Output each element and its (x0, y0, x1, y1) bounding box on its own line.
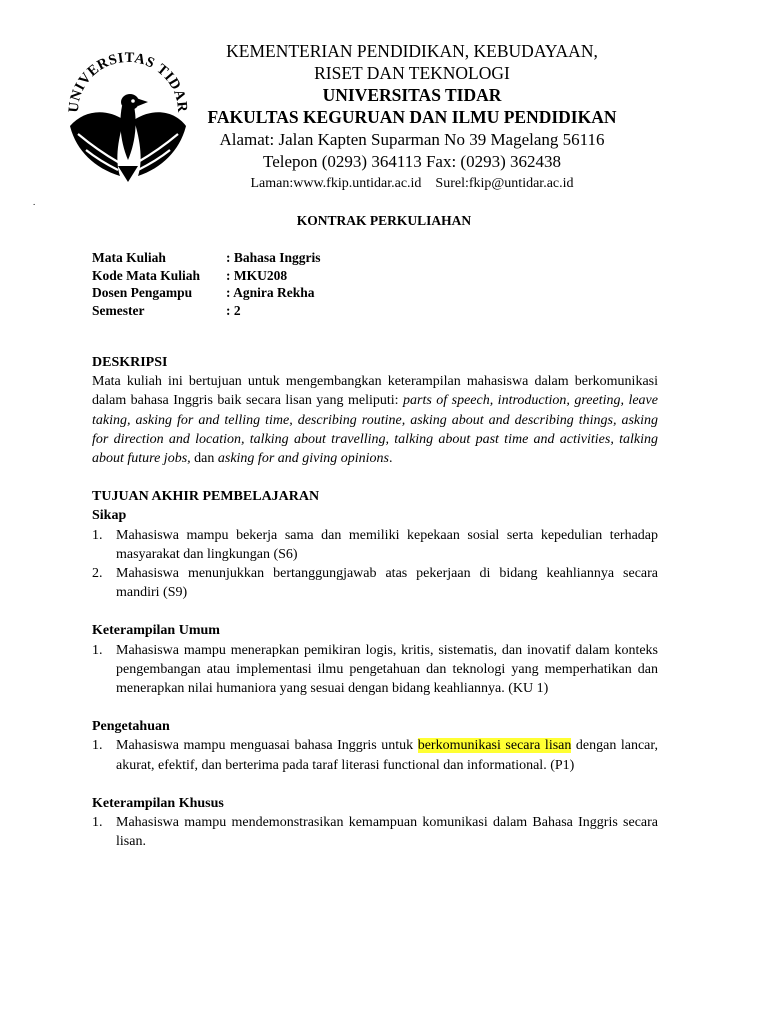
list-item (92, 813, 658, 851)
deskripsi-intro: Mata kuliah ini bertujuan untuk mengembangkan keterampilan mahasiswa dalam berkomunikasi dalam bahasa Inggris baik secara lisan yang meliputi: (92, 374, 658, 409)
info-value: : Bahasa Inggris (226, 250, 321, 265)
deskripsi-heading: DESKRIPSI (92, 355, 168, 370)
keterampilan-umum-heading: Keterampilan Umum (92, 623, 220, 639)
list-text: Mahasiswa mampu mendemonstrasikan kemampuan komunikasi dalam Bahasa Inggris secara lisan. (116, 815, 658, 850)
keterampilan-umum-list (92, 641, 658, 699)
sikap-heading: Sikap (92, 508, 127, 524)
list-item (92, 641, 658, 699)
address-line: Alamat: Jalan Kapten Suparman No 39 Magelang 56116 (219, 130, 605, 149)
info-row-semester (92, 302, 321, 320)
info-row-lecturer (92, 284, 321, 302)
document-title: KONTRAK PERKULIAHAN (296, 213, 472, 228)
sikap-list (92, 526, 658, 603)
ministry-line-2: RISET DAN TEKNOLOGI (314, 63, 510, 83)
keterampilan-khusus-list (92, 813, 658, 851)
pengetahuan-list (92, 736, 658, 774)
list-text: Mahasiswa menunjukkan bertanggungjawab atas pekerjaan di bidang keahliannya secara mandiri (S9) (116, 566, 658, 601)
info-label: Mata Kuliah (92, 250, 166, 265)
list-text: Mahasiswa mampu bekerja sama dan memiliki kepekaan sosial serta kepedulian terhadap masyarakat dan lingkungan (S6) (116, 527, 658, 562)
deskripsi-last-topic: asking for and giving opinions (217, 451, 389, 467)
ministry-line-1: KEMENTERIAN PENDIDIKAN, KEBUDAYAAN, (226, 41, 598, 61)
tujuan-heading: TUJUAN AKHIR PEMBELAJARAN (92, 489, 320, 505)
list-number: 1. (92, 738, 103, 754)
phone-line: Telepon (0293) 364113 Fax: (0293) 362438 (263, 152, 561, 171)
email-text: Surel:fkip@untidar.ac.id (435, 176, 574, 191)
deskripsi-end: . (389, 451, 393, 467)
list-text: Mahasiswa mampu menerapkan pemikiran logis, kritis, sistematis, dan inovatif dalam konteks pengembangan atau implementasi ilmu pengetahuan dan teknologi yang memperhatikan dan menerapkan nilai humaniora yang sesuai dengan bidang keahliannya. (KU 1) (116, 642, 658, 697)
deskripsi-topics: parts of speech, introduction, greeting, leave taking, asking for and telling time, describing routine, asking about and describing things, asking for direction and location, talking about travelling, talking about past time and activities, talking about future jobs, (92, 393, 658, 467)
info-label: Dosen Pengampu (92, 285, 193, 300)
list-text-before: Mahasiswa mampu menguasai bahasa Inggris untuk (116, 738, 418, 754)
info-value: : Agnira Rekha (226, 285, 315, 300)
list-number: 1. (92, 815, 103, 831)
website-text: Laman:www.fkip.untidar.ac.id (250, 176, 422, 191)
stray-mark: . (33, 197, 36, 207)
info-label: Semester (92, 302, 145, 318)
list-text-after: dengan lancar, akurat, efektif, dan berterima pada taraf literasi functional dan informational. (P1) (116, 738, 658, 773)
document-body (92, 353, 658, 851)
list-number: 1. (92, 527, 103, 543)
faculty-name: FAKULTAS KEGURUAN DAN ILMU PENDIDIKAN (207, 107, 617, 127)
info-value: : MKU208 (226, 267, 288, 283)
course-info (92, 249, 321, 319)
pengetahuan-heading: Pengetahuan (92, 719, 170, 735)
eagle-emblem-icon (70, 94, 186, 182)
list-number: 1. (92, 642, 103, 658)
info-label: Kode Mata Kuliah (92, 267, 201, 283)
university-name: UNIVERSITAS TIDAR (322, 85, 502, 105)
keterampilan-khusus-heading: Keterampilan Khusus (92, 795, 224, 811)
university-logo (62, 46, 194, 184)
info-row-course (92, 249, 321, 267)
deskripsi-paragraph (92, 372, 658, 468)
list-item (92, 564, 658, 602)
logo-arc-textpath: UNIVERSITAS TIDAR (65, 49, 191, 114)
info-row-code (92, 267, 321, 285)
contact-line (196, 174, 628, 194)
info-value: : 2 (226, 302, 241, 318)
highlighted-text: berkomunikasi secara lisan (417, 738, 572, 754)
list-item (92, 526, 658, 564)
list-number: 2. (92, 566, 103, 582)
deskripsi-connector: dan (190, 451, 218, 467)
list-item (92, 736, 658, 774)
letterhead (196, 40, 628, 194)
